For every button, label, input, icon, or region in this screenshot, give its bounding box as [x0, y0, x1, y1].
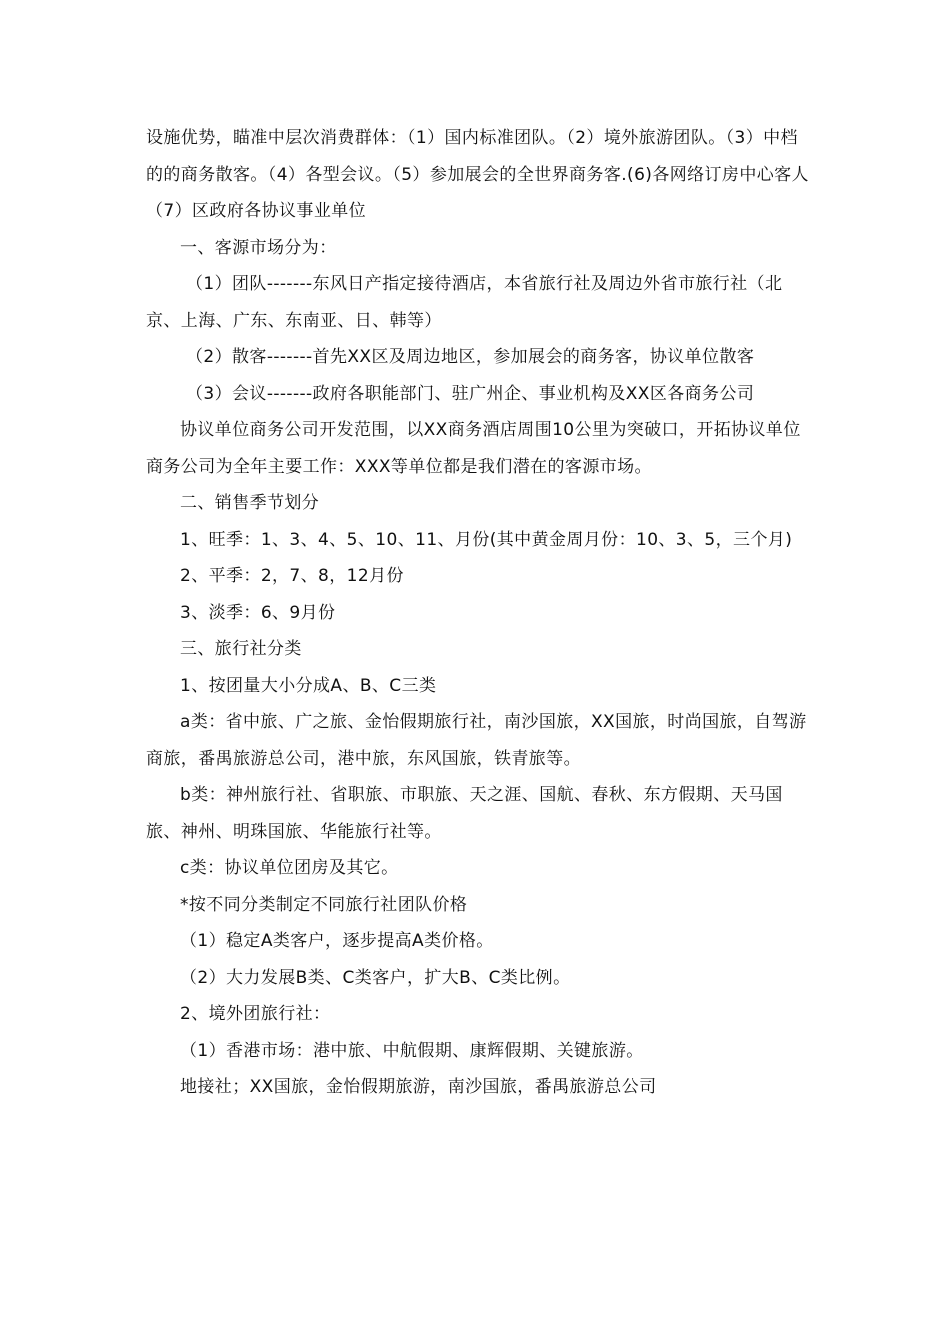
section-heading: 三、旅行社分类 [180, 639, 302, 659]
paragraph: （1）团队-------东风日产指定接待酒店，本省旅行社及周边外省市旅行社（北京、上海、广东、东南亚、日、韩等） [146, 274, 783, 331]
section-heading: 二、销售季节划分 [180, 493, 320, 513]
paragraph: 2、平季：2，7、8，12月份 [180, 566, 404, 586]
paragraph: b类：神州旅行社、省职旅、市职旅、天之涯、国航、春秋、东方假期、天马国旅、神州、明珠国旅、华能旅行社等。 [146, 785, 783, 842]
paragraph: 设施优势，瞄准中层次消费群体：（1）国内标准团队。（2）境外旅游团队。（3）中档的的商务散客。（4）各型会议。（5）参加展会的全世界商务客.(6)各网络订房中心客人（7）区政府各协议事业单位 [146, 128, 809, 221]
paragraph: 1、按团量大小分成A、B、C三类 [180, 675, 437, 696]
paragraph: （3）会议-------政府各职能部门、驻广州企、事业机构及XX区各商务公司 [186, 383, 755, 404]
paragraph: （1）香港市场：港中旅、中航假期、康辉假期、关键旅游。 [180, 1040, 644, 1061]
paragraph: 地接社；XX国旅，金怡假期旅游，南沙国旅，番禺旅游总公司 [180, 1077, 657, 1097]
paragraph: （2）大力发展B类、C类客户，扩大B、C类比例。 [180, 967, 571, 988]
paragraph: 协议单位商务公司开发范围，以XX商务酒店周围10公里为突破口，开拓协议单位商务公司为全年主要工作：XXX等单位都是我们潜在的客源市场。 [146, 420, 801, 477]
paragraph: c类：协议单位团房及其它。 [180, 858, 399, 878]
paragraph: （1）稳定A类客户，逐步提高A类价格。 [180, 931, 494, 951]
document-body [146, 120, 810, 1106]
paragraph: 3、淡季：6、9月份 [180, 602, 336, 623]
section-heading: 一、客源市场分为： [180, 237, 337, 258]
paragraph: （2）散客-------首先XX区及周边地区，参加展会的商务客，协议单位散客 [186, 347, 755, 367]
paragraph: *按不同分类制定不同旅行社团队价格 [180, 894, 468, 915]
paragraph: 1、旺季：1、3、4、5、10、11、月份(其中黄金周月份：10、3、5，三个月) [180, 529, 793, 550]
paragraph: 2、境外团旅行社： [180, 1004, 331, 1024]
paragraph: a类：省中旅、广之旅、金怡假期旅行社，南沙国旅，XX国旅，时尚国旅，自驾游商旅，番禺旅游总公司，港中旅，东风国旅，铁青旅等。 [146, 712, 807, 769]
